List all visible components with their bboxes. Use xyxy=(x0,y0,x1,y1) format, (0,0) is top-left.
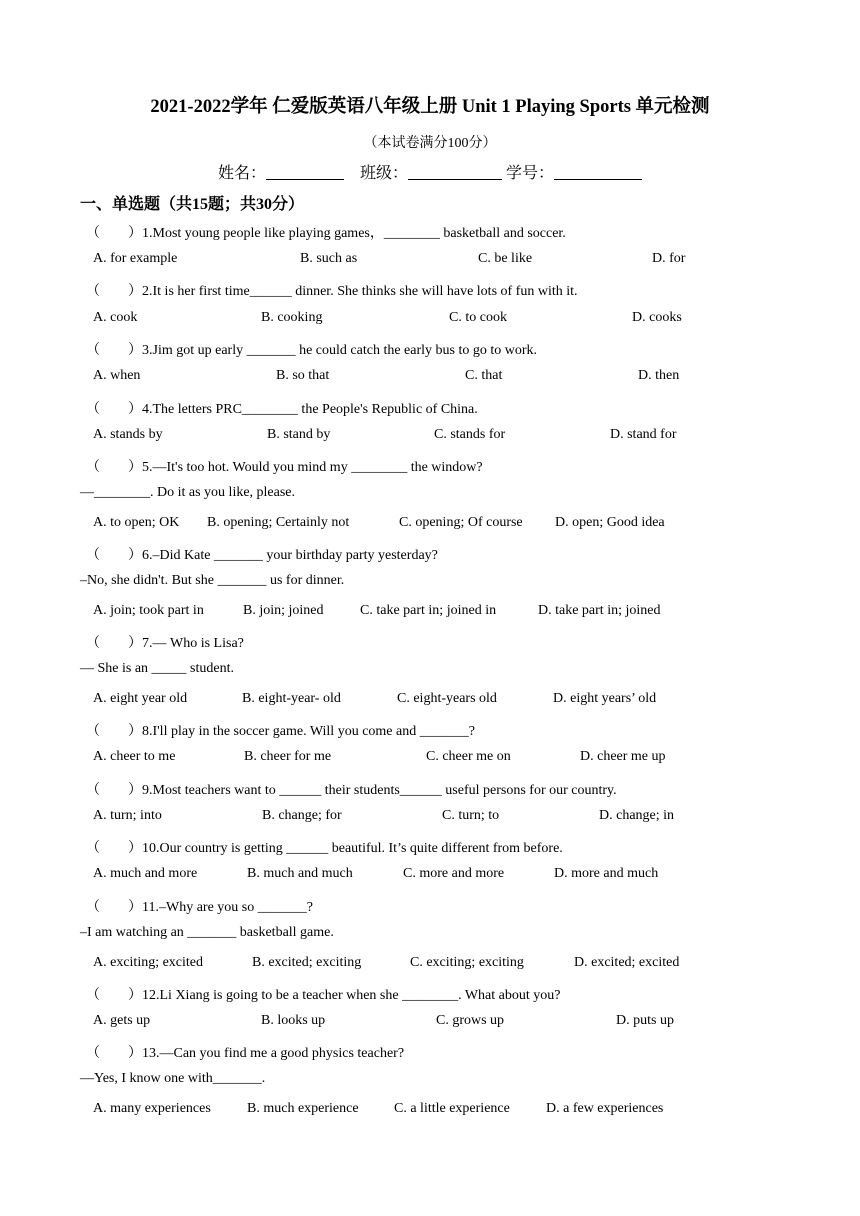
option-a: A. for example xyxy=(93,251,178,266)
page-title: 2021-2022学年 仁爱版英语八年级上册 Unit 1 Playing Sports 单元检测 xyxy=(150,97,710,117)
option-c: C. grows up xyxy=(436,1013,505,1028)
class-label: 班级： xyxy=(359,165,408,182)
name-label: 姓名： xyxy=(217,165,266,182)
option-b: B. opening; Certainly not xyxy=(207,515,350,530)
option-c: C. stands for xyxy=(434,427,506,442)
student-id-blank[interactable] xyxy=(554,163,642,180)
option-d: D. cheer me up xyxy=(580,749,666,764)
option-d: D. puts up xyxy=(616,1013,674,1028)
options-row xyxy=(93,368,793,388)
option-a: A. much and more xyxy=(93,866,198,881)
option-d: D. eight years’ old xyxy=(553,691,657,706)
option-d: D. then xyxy=(638,368,680,383)
student-id-label: 学号： xyxy=(506,165,555,182)
option-b: B. cheer for me xyxy=(244,749,332,764)
option-d: D. take part in; joined xyxy=(538,603,661,618)
option-c: C. to cook xyxy=(449,310,507,325)
option-d: D. excited; excited xyxy=(574,955,680,970)
option-b: B. eight-year- old xyxy=(242,691,341,706)
option-d: D. for xyxy=(652,251,686,266)
question-stem: （ ）4.The letters PRC________ the People's Republic of China. xyxy=(86,402,478,417)
options-row xyxy=(93,1013,793,1033)
options-row xyxy=(93,1101,793,1121)
option-a: A. many experiences xyxy=(93,1101,211,1116)
option-b: B. such as xyxy=(300,251,358,266)
option-a: A. when xyxy=(93,368,141,383)
option-d: D. open; Good idea xyxy=(555,515,665,530)
option-c: C. take part in; joined in xyxy=(360,603,497,618)
question-stem: （ ）10.Our country is getting ______ beautiful. It’s quite different from before. xyxy=(86,841,563,856)
options-row xyxy=(93,251,793,271)
option-c: C. more and more xyxy=(403,866,505,881)
option-b: B. excited; exciting xyxy=(252,955,362,970)
question-stem-reply: —________. Do it as you like, please. xyxy=(80,485,296,500)
option-b: B. cooking xyxy=(261,310,323,325)
name-blank[interactable] xyxy=(266,163,344,180)
options-row xyxy=(93,603,793,623)
option-c: C. that xyxy=(465,368,503,383)
option-d: D. cooks xyxy=(632,310,682,325)
options-row xyxy=(93,515,793,535)
student-info-row xyxy=(0,160,860,183)
question-stem: （ ）13.—Can you find me a good physics teacher? xyxy=(86,1046,405,1061)
option-a: A. cheer to me xyxy=(93,749,176,764)
option-c: C. eight-years old xyxy=(397,691,497,706)
option-b: B. so that xyxy=(276,368,330,383)
option-b: B. looks up xyxy=(261,1013,326,1028)
option-b: B. stand by xyxy=(267,427,331,442)
option-c: C. exciting; exciting xyxy=(410,955,524,970)
question-stem: （ ）6.–Did Kate _______ your birthday party yesterday? xyxy=(86,548,438,563)
option-a: A. exciting; excited xyxy=(93,955,204,970)
question-stem-reply: –No, she didn't. But she _______ us for dinner. xyxy=(80,573,345,588)
option-b: B. much and much xyxy=(247,866,353,881)
option-b: B. change; for xyxy=(262,808,342,823)
class-blank[interactable] xyxy=(408,163,502,180)
option-d: D. change; in xyxy=(599,808,675,823)
question-stem: （ ）3.Jim got up early _______ he could catch the early bus to go to work. xyxy=(86,343,538,358)
question-stem-reply: —Yes, I know one with_______. xyxy=(80,1071,266,1086)
question-stem: （ ）8.I'll play in the soccer game. Will you come and _______? xyxy=(86,724,475,739)
option-a: A. cook xyxy=(93,310,138,325)
options-row xyxy=(93,866,793,886)
section-title: 一、单选题（共15题；共30分） xyxy=(80,196,305,213)
options-row xyxy=(93,691,793,711)
option-c: C. cheer me on xyxy=(426,749,511,764)
option-d: D. stand for xyxy=(610,427,677,442)
question-stem: （ ）1.Most young people like playing games，________ basketball and soccer. xyxy=(86,226,566,241)
question-stem-reply: –I am watching an _______ basketball game. xyxy=(80,925,334,940)
options-row xyxy=(93,749,793,769)
option-d: D. more and much xyxy=(554,866,659,881)
question-stem: （ ）2.It is her first time______ dinner. She thinks she will have lots of fun with it. xyxy=(86,284,578,299)
question-stem: （ ）11.–Why are you so _______? xyxy=(86,900,313,915)
option-a: A. eight year old xyxy=(93,691,188,706)
option-a: A. gets up xyxy=(93,1013,151,1028)
option-a: A. to open; OK xyxy=(93,515,180,530)
option-c: C. a little experience xyxy=(394,1101,510,1116)
option-b: B. join; joined xyxy=(243,603,324,618)
option-c: C. turn; to xyxy=(442,808,500,823)
options-row xyxy=(93,427,793,447)
question-stem: （ ）12.Li Xiang is going to be a teacher when she ________. What about you? xyxy=(86,988,561,1003)
options-row xyxy=(93,808,793,828)
options-row xyxy=(93,310,793,330)
question-stem: （ ）5.—It's too hot. Would you mind my ________ the window? xyxy=(86,460,483,475)
option-a: A. turn; into xyxy=(93,808,162,823)
option-d: D. a few experiences xyxy=(546,1101,664,1116)
score-note: （本试卷满分100分） xyxy=(363,136,497,151)
question-stem: （ ）9.Most teachers want to ______ their students______ useful persons for our country. xyxy=(86,783,617,798)
option-c: C. opening; Of course xyxy=(399,515,523,530)
question-stem: （ ）7.— Who is Lisa? xyxy=(86,636,244,651)
option-b: B. much experience xyxy=(247,1101,359,1116)
options-row xyxy=(93,955,793,975)
option-a: A. join; took part in xyxy=(93,603,204,618)
option-a: A. stands by xyxy=(93,427,163,442)
option-c: C. be like xyxy=(478,251,533,266)
question-stem-reply: — She is an _____ student. xyxy=(80,661,234,676)
